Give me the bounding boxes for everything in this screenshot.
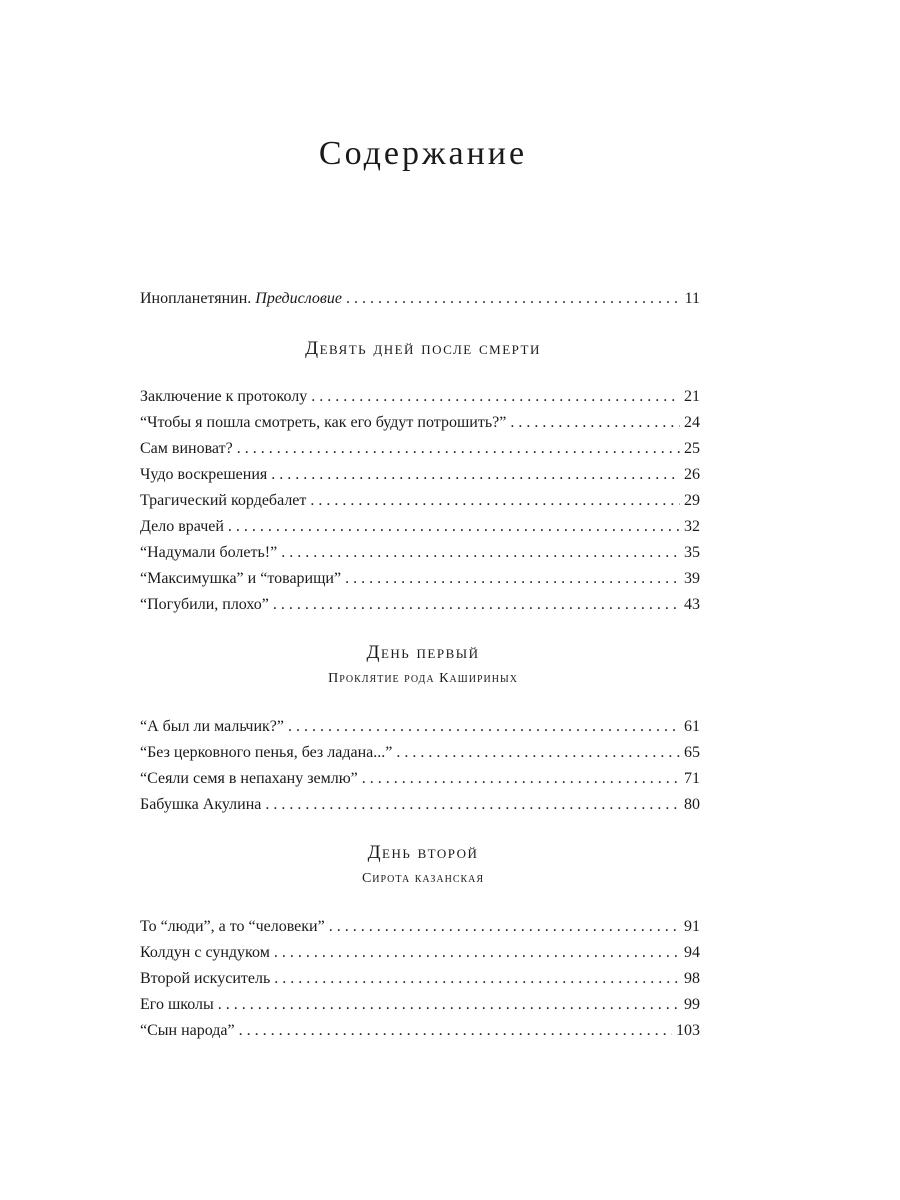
toc-entry xyxy=(140,796,700,818)
toc-entry-title: Дело врачей xyxy=(140,518,224,535)
leader-dots xyxy=(237,440,680,458)
toc-entry xyxy=(140,518,700,540)
toc-entry xyxy=(140,466,700,488)
toc-entry xyxy=(140,440,700,462)
leader-dots xyxy=(362,770,680,788)
leader-dots xyxy=(311,388,680,406)
toc-entry-page: 61 xyxy=(684,718,700,735)
leader-dots xyxy=(239,1022,672,1040)
section-heading: Девять дней после смерти xyxy=(305,338,541,359)
toc-entry-title: Чудо воскрешения xyxy=(140,466,268,483)
toc-entry-page: 71 xyxy=(684,770,700,787)
toc-entry-title: Колдун с сундуком xyxy=(140,944,270,961)
toc-entry xyxy=(140,996,700,1018)
toc-entry-page: 25 xyxy=(684,440,700,457)
toc-entry-page: 24 xyxy=(684,414,700,431)
toc-entry-title: Трагический кордебалет xyxy=(140,492,307,509)
toc-entry-title: “А был ли мальчик?” xyxy=(140,718,284,735)
leader-dots xyxy=(271,466,680,484)
leader-dots xyxy=(281,544,680,562)
leader-dots xyxy=(228,518,680,536)
toc-entry xyxy=(140,744,700,766)
toc-entry-page: 26 xyxy=(684,466,700,483)
leader-dots xyxy=(288,718,680,736)
toc-entry-title: “Погубили, плохо” xyxy=(140,596,269,613)
toc-entry xyxy=(140,944,700,966)
section-heading: День второй xyxy=(367,842,479,863)
toc-entry-page: 21 xyxy=(684,388,700,405)
toc-entry-title: Сам виноват? xyxy=(140,440,233,457)
toc-entry-page: 80 xyxy=(684,796,700,813)
toc-entry-title: Инопланетянин. Предисловие xyxy=(140,290,342,307)
toc-entry-title: Его школы xyxy=(140,996,214,1013)
toc-entry-title: Второй искуситель xyxy=(140,970,271,987)
toc-entry xyxy=(140,596,700,618)
toc-entry-page: 32 xyxy=(684,518,700,535)
toc-entry xyxy=(140,388,700,410)
leader-dots xyxy=(510,414,680,432)
toc-entry-page: 65 xyxy=(684,744,700,761)
toc-entry-title: Заключение к протоколу xyxy=(140,388,308,405)
toc-entry-page: 43 xyxy=(684,596,700,613)
leader-dots xyxy=(329,918,680,936)
toc-entry xyxy=(140,718,700,740)
toc-entry xyxy=(140,1022,700,1044)
section-heading: День первый xyxy=(366,642,480,663)
toc-entry xyxy=(140,492,700,514)
toc-entry-title: Бабушка Акулина xyxy=(140,796,262,813)
toc-entry-title: То “люди”, а то “человеки” xyxy=(140,918,325,935)
toc-entry-page: 39 xyxy=(684,570,700,587)
leader-dots xyxy=(345,570,680,588)
toc-entry xyxy=(140,544,700,566)
toc-entry-page: 99 xyxy=(684,996,700,1013)
toc-entry-preface xyxy=(140,290,700,312)
toc-entry-page: 29 xyxy=(684,492,700,509)
toc-entry-title: “Без церковного пенья, без ладана...” xyxy=(140,744,393,761)
leader-dots xyxy=(265,796,680,814)
section-subheading: Сирота казанская xyxy=(361,871,485,886)
leader-dots xyxy=(396,744,680,762)
page-title: Содержание xyxy=(318,134,528,172)
toc-entry xyxy=(140,770,700,792)
toc-entry-title: “Сын народа” xyxy=(140,1022,235,1039)
toc-entry-title: “Чтобы я пошла смотреть, как его будут потрошить?” xyxy=(140,414,507,431)
toc-entry-page: 94 xyxy=(684,944,700,961)
leader-dots xyxy=(310,492,680,510)
toc-entry-page: 98 xyxy=(684,970,700,987)
toc-entry-page: 103 xyxy=(676,1022,700,1039)
toc-entry-title: “Надумали болеть!” xyxy=(140,544,278,561)
toc-entry-page: 35 xyxy=(684,544,700,561)
toc-entry-title: “Сеяли семя в непахану землю” xyxy=(140,770,358,787)
leader-dots xyxy=(273,596,680,614)
toc-entry xyxy=(140,570,700,592)
leader-dots xyxy=(346,290,681,308)
toc-entry xyxy=(140,918,700,940)
leader-dots xyxy=(274,944,680,962)
section-subheading: Проклятие рода Кашириных xyxy=(328,671,518,686)
toc-entry-title: “Максимушка” и “товарищи” xyxy=(140,570,342,587)
toc-entry xyxy=(140,414,700,436)
toc-entry-page: 11 xyxy=(684,290,700,307)
leader-dots xyxy=(274,970,680,988)
toc-entry xyxy=(140,970,700,992)
toc-entry-page: 91 xyxy=(684,918,700,935)
leader-dots xyxy=(218,996,680,1014)
